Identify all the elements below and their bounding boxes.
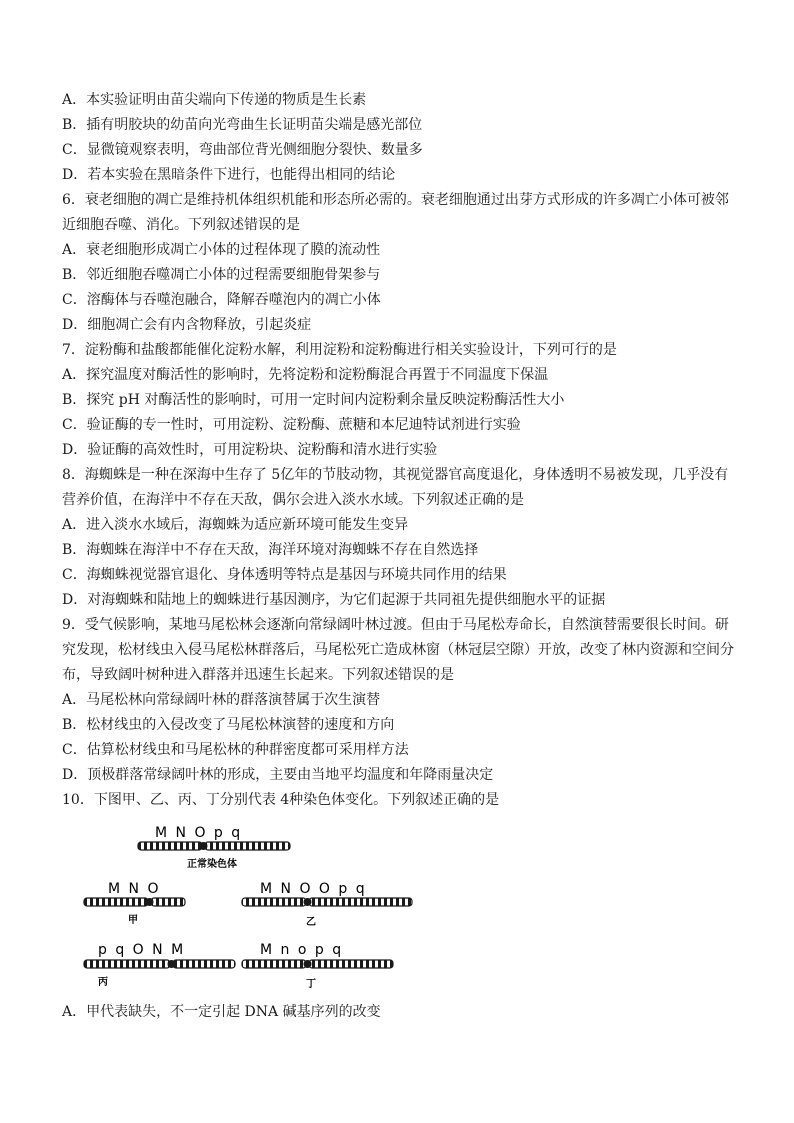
normal-gene-labels: M N O p q [155,825,243,841]
normal-chromosome-label: 正常染色体 [187,859,237,870]
q7-option-c: C．验证酶的专一性时，可用淀粉、淀粉酶、蔗糖和本尼迪特试剂进行实验 [62,417,521,433]
q8-option-b: B．海蜘蛛在海洋中不存在天敌，海洋环境对海蜘蛛不存在自然选择 [62,542,479,558]
q9-stem-line1: 9．受气候影响，某地马尾松林会逐渐向常绿阔叶林过渡。但由于马尾松寿命长，自然演替需要很长时间。研 [62,617,729,633]
q9-stem-line3: 布，导致阔叶树种进入群落并迅速生长起来。下列叙述错误的是 [62,667,454,683]
q8-option-a: A．进入淡水水域后，海蜘蛛为适应新环境可能发生变异 [62,517,409,533]
q6-stem-line1: 6．衰老细胞的凋亡是维持机体组织机能和形态所必需的。衰老细胞通过出芽方式形成的许多凋亡小体可被邻 [62,192,729,208]
jia-gene-labels: M N O [108,881,161,897]
chromosome-diagram [60,815,440,995]
bing-gene-labels: p q O N M [98,942,186,958]
q9-option-a: A．马尾松林向常绿阔叶林的群落演替属于次生演替 [62,692,381,708]
normal-chromosome [138,825,290,870]
q5-option-b: B．插有明胶块的幼苗向光弯曲生长证明苗尖端是感光部位 [62,117,423,133]
q6-option-a: A．衰老细胞形成凋亡小体的过程体现了膜的流动性 [62,242,381,258]
chromosome-ding [242,942,393,990]
q8-stem-line1: 8．海蜘蛛是一种在深海中生存了 5亿年的节肢动物，其视觉器官高度退化，身体透明不易被发现，几乎没有 [62,467,729,483]
chromosome-bing [84,942,235,988]
q5-option-c: C．显微镜观察表明，弯曲部位背光侧细胞分裂快、数量多 [62,142,423,158]
chromosome-jia [84,881,185,926]
yi-gene-labels: M N O O p q [260,881,367,897]
q8-option-d: D．对海蜘蛛和陆地上的蜘蛛进行基因测序，为它们起源于共同祖先提供细胞水平的证据 [62,592,606,608]
q9-option-c: C．估算松材线虫和马尾松林的种群密度都可采用样方法 [62,742,409,758]
q6-option-b: B．邻近细胞吞噬凋亡小体的过程需要细胞骨架参与 [62,267,381,283]
q7-option-a: A．探究温度对酶活性的影响时，先将淀粉和淀粉酶混合再置于不同温度下保温 [62,367,549,383]
q6-option-d: D．细胞凋亡会有内含物释放，引起炎症 [62,317,312,333]
q9-option-b: B．松材线虫的入侵改变了马尾松林演替的速度和方向 [62,717,395,733]
q9-option-d: D．顶极群落常绿阔叶林的形成，主要由当地平均温度和年降雨量决定 [62,767,494,783]
yi-label: 乙 [306,917,316,928]
q10-stem: 10．下图甲、乙、丙、丁分别代表 4种染色体变化。下列叙述正确的是 [62,792,500,808]
q5-option-a: A．本实验证明由苗尖端向下传递的物质是生长素 [62,92,367,108]
q9-stem-line2: 究发现，松材线虫入侵马尾松林群落后，马尾松死亡造成林窗（林冠层空隙）开放，改变了林内资源和空间分 [62,642,734,658]
jia-label: 甲 [128,915,138,926]
q5-option-d: D．若本实验在黑暗条件下进行，也能得出相同的结论 [62,167,396,183]
q7-stem: 7．淀粉酶和盐酸都能催化淀粉水解，利用淀粉和淀粉酶进行相关实验设计，下列可行的是 [62,342,617,358]
ding-label: 丁 [306,979,316,990]
q7-option-b: B．探究 pH 对酶活性的影响时，可用一定时间内淀粉剩余量反映淀粉酶活性大小 [62,392,565,408]
q8-stem-line2: 营养价值，在海洋中不存在天敌，偶尔会进入淡水水域。下列叙述正确的是 [62,492,524,508]
q6-stem-line2: 近细胞吞噬、消化。下列叙述错误的是 [62,217,300,233]
ding-gene-labels: M n o p q [260,942,344,958]
bing-label: 丙 [98,977,108,988]
q8-option-c: C．海蜘蛛视觉器官退化、身体透明等特点是基因与环境共同作用的结果 [62,567,507,583]
chromosome-yi [242,881,412,928]
q6-option-c: C．溶酶体与吞噬泡融合，降解吞噬泡内的凋亡小体 [62,292,381,308]
q10-option-a: A．甲代表缺失，不一定引起 DNA 碱基序列的改变 [62,1004,381,1020]
q7-option-d: D．验证酶的高效性时，可用淀粉块、淀粉酶和清水进行实验 [62,442,438,458]
